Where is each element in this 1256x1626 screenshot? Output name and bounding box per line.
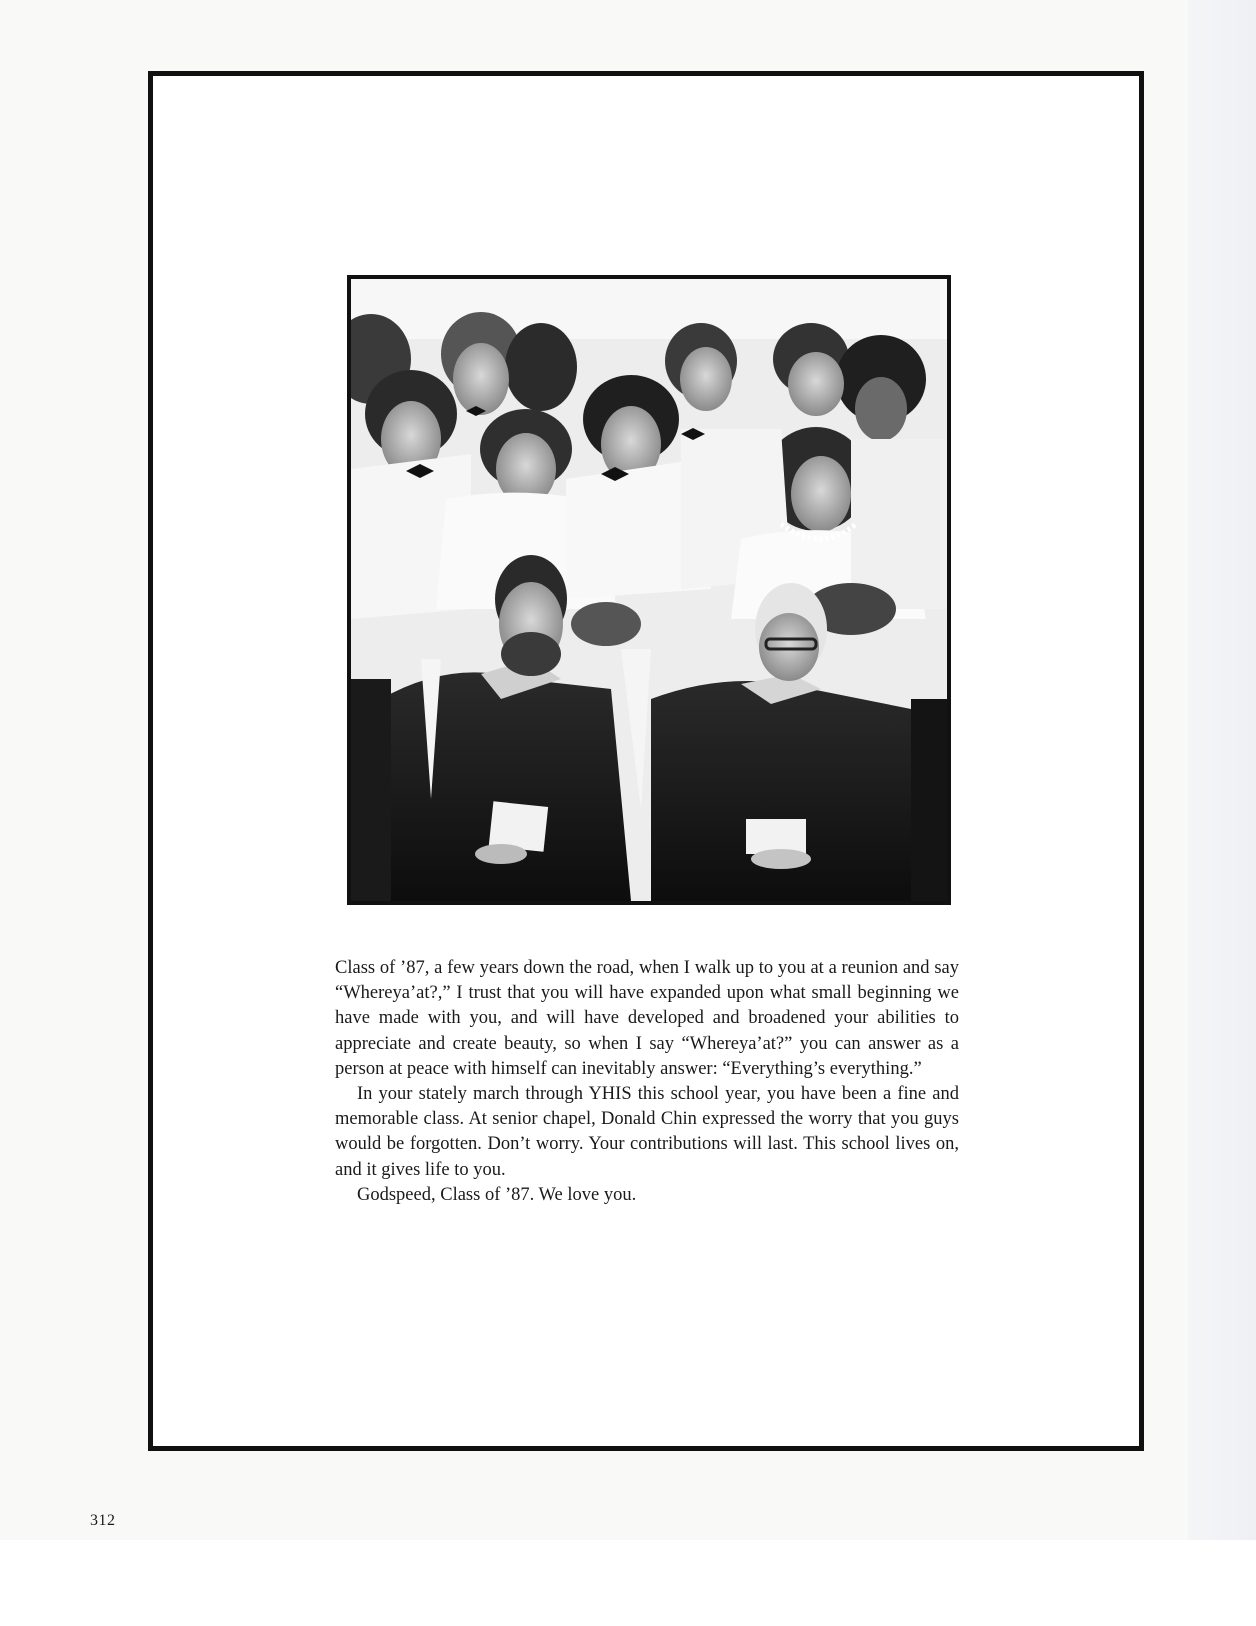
page-number: 312	[90, 1512, 116, 1529]
body-text	[335, 956, 959, 1208]
paragraph-2: In your stately march through YHIS this school year, you have been a fine and memorable class. At senior chapel, Donald Chin expressed the worry that you guys would be forgotten. Don’t worry. Your contributions will last. This school lives on, and it gives life to you.	[335, 1084, 959, 1180]
scan-bottom-margin	[0, 1540, 1256, 1626]
paragraph-1: Class of ’87, a few years down the road, when I walk up to you at a reunion and say “Whereya’at?,” I trust that you will have expanded upon what small beginning we have made with you, and will have developed and broadened your abilities to appreciate and create beauty, so when I say “Whereya’at?” you can answer as a person at peace with himself can inevitably answer: “Everything’s everything.”	[335, 958, 959, 1079]
photograph-graduation-choir-icon	[351, 279, 947, 901]
paragraph-3: Godspeed, Class of ’87. We love you.	[357, 1184, 637, 1205]
page-edge-shadow	[1188, 0, 1256, 1540]
graduation-photo	[347, 275, 951, 905]
